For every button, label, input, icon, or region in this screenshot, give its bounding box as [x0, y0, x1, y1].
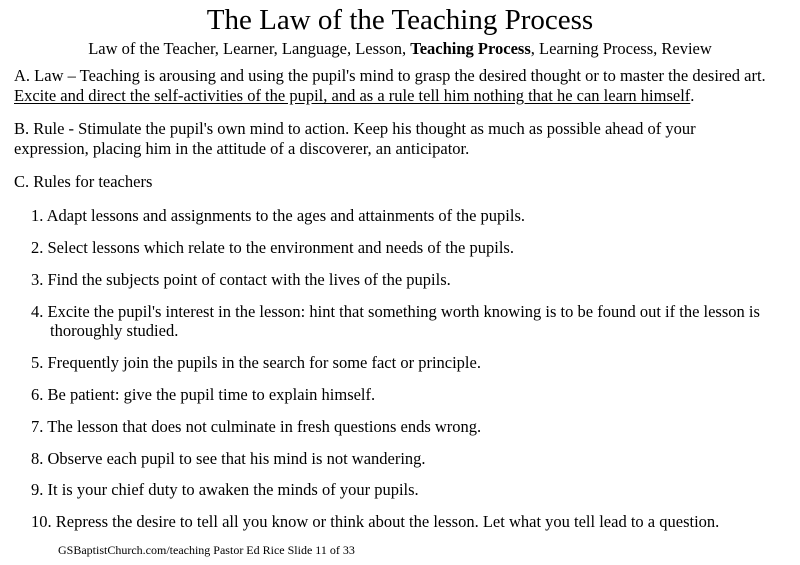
- subtitle-suffix: , Learning Process, Review: [530, 39, 712, 59]
- rule-number: 8.: [31, 448, 44, 468]
- subtitle-prefix: Law of the Teacher, Learner, Language, Lesson,: [88, 39, 411, 59]
- rule-item-4: [31, 302, 786, 342]
- rule-item-2: [31, 238, 786, 258]
- rule-number: 7.: [31, 416, 44, 436]
- rule-text: Find the subjects point of contact with the lives of the pupils.: [47, 269, 451, 289]
- rule-item-1: [31, 206, 786, 226]
- rule-item-5: [31, 353, 786, 373]
- rule-number: 1.: [31, 206, 44, 226]
- rule-text: Select lessons which relate to the environment and needs of the pupils.: [47, 238, 514, 258]
- law-paragraph-underlined: Excite and direct the self-activities of the pupil, and as a rule tell him nothing that he can learn himself: [14, 86, 691, 106]
- rule-item-7: [31, 417, 786, 437]
- slide-title: The Law of the Teaching Process: [206, 4, 594, 36]
- rules-list: [14, 206, 786, 532]
- footer-credit: GSBaptistChurch.com/teaching Pastor Ed Rice Slide 11 of 33: [58, 543, 355, 558]
- laws-sequence-subtitle: [14, 40, 786, 59]
- rule-text: It is your chief duty to awaken the minds of your pupils.: [47, 480, 419, 500]
- rule-text: Adapt lessons and assignments to the ages and attainments of the pupils.: [46, 206, 526, 226]
- rule-number: 6.: [31, 385, 44, 405]
- rule-item-8: [31, 449, 786, 469]
- rule-item-9: [31, 480, 786, 500]
- rule-number: 2.: [31, 238, 44, 258]
- rule-paragraph: B. Rule - Stimulate the pupil's own mind to action. Keep his thought as much as possible ahead of your expression, placing him in the attitude of a discoverer, an anticipator.: [14, 118, 696, 158]
- rule-text: Repress the desire to tell all you know or think about the lesson. Let what you tell lead to a question.: [55, 512, 720, 532]
- rule-number: 3.: [31, 269, 44, 289]
- rule-text: The lesson that does not culminate in fresh questions ends wrong.: [47, 416, 482, 436]
- rule-text: Excite the pupil's interest in the lesson: hint that something worth knowing is to be found out if the lesson is thoroughly studied.: [47, 301, 760, 341]
- rule-number: 10.: [31, 512, 52, 532]
- law-paragraph-prefix: A. Law – Teaching is arousing and using the pupil's mind to grasp the desired thought or to master the desired art.: [14, 66, 766, 86]
- law-paragraph: [14, 66, 766, 106]
- rule-text: Frequently join the pupils in the search for some fact or principle.: [47, 353, 481, 373]
- subtitle-current-law: Teaching Process: [410, 39, 531, 59]
- rule-number: 4.: [31, 301, 44, 321]
- rule-item-10: [31, 512, 786, 532]
- rule-text: Be patient: give the pupil time to explain himself.: [47, 385, 376, 405]
- law-paragraph-suffix: .: [690, 86, 695, 106]
- rule-item-6: [31, 385, 786, 405]
- rule-text: Observe each pupil to see that his mind is not wandering.: [47, 448, 426, 468]
- rule-item-3: [31, 270, 786, 290]
- rules-heading: C. Rules for teachers: [14, 171, 153, 191]
- rule-number: 5.: [31, 353, 44, 373]
- rule-number: 9.: [31, 480, 44, 500]
